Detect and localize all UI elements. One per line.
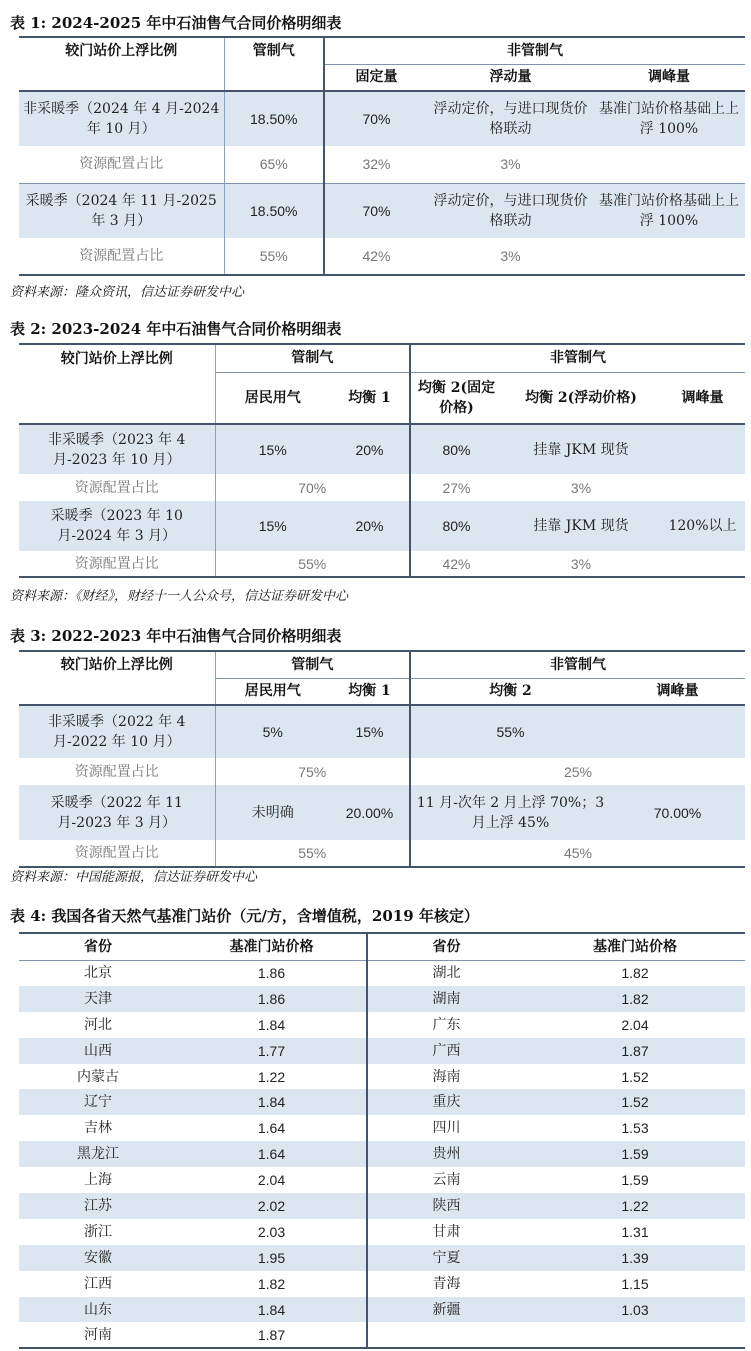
table4-province-left: 辽宁 bbox=[19, 1089, 177, 1115]
table-row bbox=[19, 1064, 745, 1090]
table-row: 资源配置占比 75% 25% bbox=[19, 758, 745, 785]
table4-price-right: 1.59 bbox=[621, 1172, 649, 1189]
table4-price-right: 1.52 bbox=[621, 1068, 649, 1085]
table4-province-left: 山东 bbox=[19, 1297, 177, 1323]
table-row: 资源配置占比 55% 45% bbox=[19, 840, 745, 867]
table4-province-right: 甘肃 bbox=[367, 1219, 525, 1245]
table2-peak-header: 调峰量 bbox=[660, 372, 745, 424]
table3-source: 资料来源：中国能源报，信达证券研发中心 bbox=[10, 870, 258, 885]
table4-price-left: 2.03 bbox=[257, 1223, 286, 1240]
table-row: 资源配置占比 55% 42% 3% bbox=[19, 551, 745, 577]
table2-balance1-header: 均衡 1 bbox=[330, 372, 410, 424]
table4-price-right: 1.03 bbox=[525, 1297, 745, 1323]
table4-price-right bbox=[525, 1322, 745, 1348]
table-row bbox=[19, 1141, 745, 1167]
table4-price-right: 1.22 bbox=[525, 1193, 745, 1219]
table4-province-right: 四川 bbox=[367, 1115, 525, 1141]
table-row bbox=[19, 1193, 745, 1219]
table-row bbox=[19, 1038, 745, 1064]
table4-price-left: 1.64 bbox=[257, 1120, 286, 1137]
table-row: 采暖季（2024 年 11 月-2025 年 3 月） 18.50% 70% 浮动定价，与进口现货价格联动 基准门站价格基础上上浮 100% bbox=[19, 183, 745, 238]
table4-province-left: 山西 bbox=[19, 1038, 177, 1064]
table4-price-right: 1.31 bbox=[621, 1223, 649, 1240]
table4-province-right: 青海 bbox=[367, 1271, 525, 1297]
table2-balance2-float-header: 均衡 2(浮动价格) bbox=[502, 372, 660, 424]
table4-price-right: 1.15 bbox=[621, 1275, 649, 1292]
table-row: 采暖季（2023 年 10 月-2024 年 3 月） 15% 20% 80% 挂靠 JKM 现货 120%以上 bbox=[19, 501, 745, 551]
table4-price-right: 1.82 bbox=[525, 986, 745, 1012]
table-row: 资源配置占比 55% 42% 3% bbox=[19, 238, 745, 275]
table1-caption: 表 1: 2024-2025 年中石油售气合同价格明细表 bbox=[10, 14, 342, 32]
table2-source: 资料来源：《财经》，财经十一人公众号，信达证券研发中心 bbox=[10, 589, 349, 604]
table4-province-right: 贵州 bbox=[367, 1141, 525, 1167]
table4-price-right: 2.04 bbox=[621, 1016, 649, 1033]
table3-residential-header: 居民用气 bbox=[215, 678, 330, 705]
table4-province-left: 江苏 bbox=[19, 1193, 177, 1219]
table-row bbox=[19, 986, 745, 1012]
table4-province-left: 安徽 bbox=[19, 1245, 177, 1271]
table-row: 资源配置占比 70% 27% 3% bbox=[19, 474, 745, 501]
table4-price-left: 1.86 bbox=[257, 965, 286, 982]
table-row bbox=[19, 1297, 745, 1323]
table-row: 非采暖季（2022 年 4 月-2022 年 10 月） 5% 15% 55% bbox=[19, 705, 745, 758]
table4-province-right: 新疆 bbox=[367, 1297, 525, 1323]
table4-price-left: 1.82 bbox=[257, 1275, 286, 1292]
table4-price-left: 1.77 bbox=[177, 1038, 367, 1064]
table4-province-left: 北京 bbox=[84, 965, 112, 982]
table4-price-left: 1.84 bbox=[177, 1297, 367, 1323]
table4-price-right: 1.52 bbox=[525, 1089, 745, 1115]
table-row bbox=[19, 1219, 745, 1245]
table4-province-right: 海南 bbox=[367, 1064, 525, 1090]
table4-price-left: 1.22 bbox=[257, 1068, 286, 1085]
table1-floating-header: 浮动量 bbox=[428, 64, 593, 91]
table-row bbox=[19, 1322, 745, 1348]
table4-province-right: 重庆 bbox=[367, 1089, 525, 1115]
table4-price-left: 2.02 bbox=[177, 1193, 367, 1219]
table4-price-left: 1.84 bbox=[177, 1089, 367, 1115]
table3 bbox=[19, 650, 745, 868]
table4-province-left: 河北 bbox=[84, 1016, 112, 1033]
table-row: 采暖季（2022 年 11 月-2023 年 3 月） 未明确 20.00% 11 月-次年 2 月上浮 70%；3 月上浮 45% 70.00% bbox=[19, 785, 745, 840]
table4-province-right: 陕西 bbox=[367, 1193, 525, 1219]
table3-peak-header: 调峰量 bbox=[610, 678, 745, 705]
table4-province-left: 江西 bbox=[84, 1275, 112, 1292]
table4-price-left: 1.95 bbox=[177, 1245, 367, 1271]
table3-col-label: 较门站价上浮比例 bbox=[60, 657, 173, 673]
table4-price-right: 1.87 bbox=[525, 1038, 745, 1064]
table4-price-right: 1.39 bbox=[525, 1245, 745, 1271]
table3-nonregulated-header: 非管制气 bbox=[410, 651, 745, 678]
table4-province-header-left: 省份 bbox=[84, 938, 112, 955]
table4-province-right: 广西 bbox=[367, 1038, 525, 1064]
table4-province-left: 天津 bbox=[19, 986, 177, 1012]
table3-balance2-header: 均衡 2 bbox=[410, 678, 610, 705]
table4-price-right: 1.59 bbox=[525, 1141, 745, 1167]
table4-province-right bbox=[367, 1322, 525, 1348]
table3-regulated-header: 管制气 bbox=[215, 651, 410, 678]
table-row bbox=[19, 1167, 745, 1193]
table4-province-left: 河南 bbox=[84, 1326, 112, 1343]
table-row: 非采暖季（2024 年 4 月-2024 年 10 月） 18.50% 70% 浮动定价，与进口现货价格联动 基准门站价格基础上上浮 100% bbox=[19, 91, 745, 146]
table3-balance1-header: 均衡 1 bbox=[330, 678, 410, 705]
table1-peak-header: 调峰量 bbox=[593, 64, 745, 91]
table2-residential-header: 居民用气 bbox=[215, 372, 330, 424]
table4-province-left: 浙江 bbox=[84, 1223, 112, 1240]
table4-province-left: 吉林 bbox=[84, 1120, 112, 1137]
table-row: 非采暖季（2023 年 4 月-2023 年 10 月） 15% 20% 80% 挂靠 JKM 现货 bbox=[19, 424, 745, 474]
table4-province-right: 广东 bbox=[367, 1012, 525, 1038]
table3-caption: 表 3: 2022-2023 年中石油售气合同价格明细表 bbox=[10, 627, 342, 645]
table4 bbox=[19, 932, 745, 1349]
table1-col-label: 较门站价上浮比例 bbox=[65, 43, 178, 59]
table2-caption: 表 2: 2023-2024 年中石油售气合同价格明细表 bbox=[10, 320, 342, 338]
table4-province-left: 上海 bbox=[84, 1172, 112, 1189]
table4-province-right: 湖南 bbox=[367, 986, 525, 1012]
table1 bbox=[19, 36, 745, 276]
table4-price-header-left: 基准门站价格 bbox=[229, 938, 314, 955]
table-row bbox=[19, 1245, 745, 1271]
table4-caption: 表 4: 我国各省天然气基准门站价（元/方，含增值税，2019 年核定） bbox=[10, 907, 479, 925]
table4-province-right: 湖北 bbox=[367, 960, 525, 986]
table-row bbox=[19, 1012, 745, 1038]
table4-province-right: 宁夏 bbox=[367, 1245, 525, 1271]
table4-price-right: 1.53 bbox=[621, 1120, 649, 1137]
table4-price-left: 2.04 bbox=[257, 1172, 286, 1189]
table-row bbox=[19, 1089, 745, 1115]
table1-nonregulated-header: 非管制气 bbox=[324, 37, 745, 64]
table4-price-left: 1.86 bbox=[177, 986, 367, 1012]
table2-col-label: 较门站价上浮比例 bbox=[60, 350, 173, 367]
table2 bbox=[19, 343, 745, 578]
table4-province-header-right: 省份 bbox=[367, 933, 525, 960]
table2-regulated-header: 管制气 bbox=[215, 344, 410, 372]
table2-nonregulated-header: 非管制气 bbox=[410, 344, 745, 372]
table4-price-left: 1.84 bbox=[257, 1016, 286, 1033]
table1-regulated-header: 管制气 bbox=[224, 37, 324, 64]
table4-price-right: 1.82 bbox=[621, 965, 649, 982]
table4-price-header-right: 基准门站价格 bbox=[593, 938, 677, 955]
table4-province-left: 黑龙江 bbox=[19, 1141, 177, 1167]
table4-price-left: 1.64 bbox=[177, 1141, 367, 1167]
table-row bbox=[19, 1271, 745, 1297]
table-row bbox=[19, 960, 745, 986]
table2-balance2-fixed-header: 均衡 2(固定价格) bbox=[410, 372, 502, 424]
table1-source: 资料来源：隆众资讯，信达证券研发中心 bbox=[10, 285, 245, 300]
table4-province-right: 云南 bbox=[367, 1167, 525, 1193]
table4-price-left: 1.87 bbox=[257, 1326, 286, 1343]
table-row: 资源配置占比 65% 32% 3% bbox=[19, 146, 745, 183]
table1-fixed-header: 固定量 bbox=[324, 64, 428, 91]
table4-province-left: 内蒙古 bbox=[77, 1068, 119, 1085]
table-row bbox=[19, 1115, 745, 1141]
